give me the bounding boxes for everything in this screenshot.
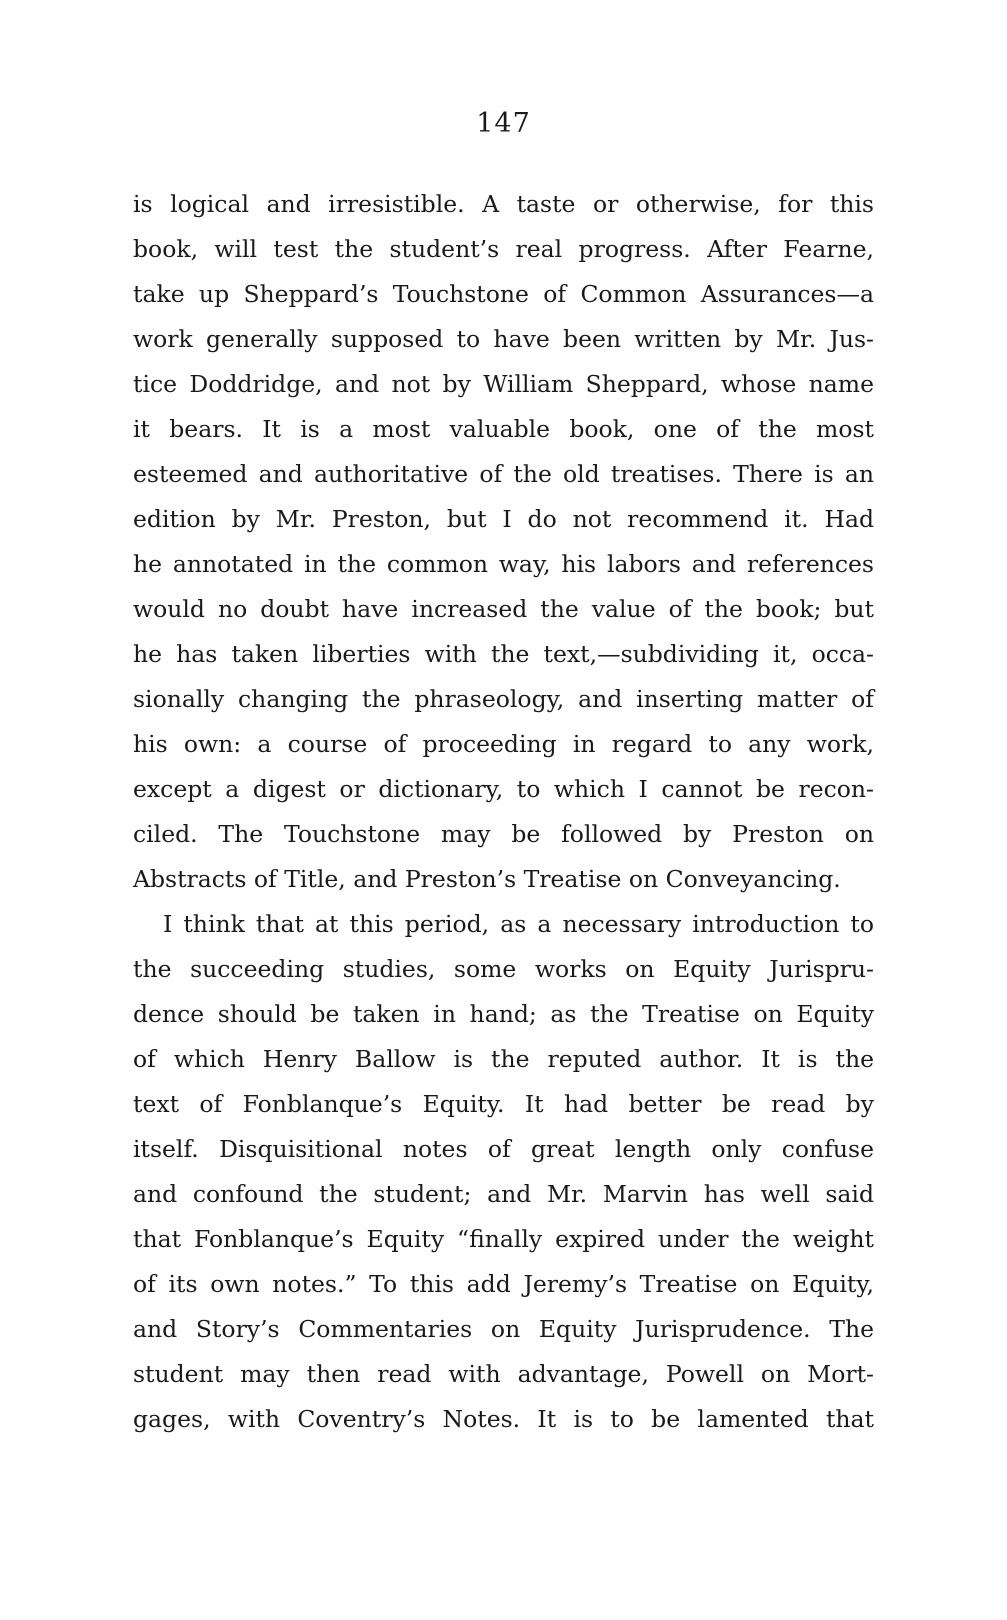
text-line: of which Henry Ballow is the reputed author. It is the — [133, 1045, 874, 1073]
text-line: the succeeding studies, some works on Equity Jurispru- — [133, 955, 874, 983]
text-line: and confound the student; and Mr. Marvin has well said — [133, 1180, 874, 1208]
text-line: he has taken liberties with the text,—subdividing it, occa- — [133, 640, 874, 668]
text-line: gages, with Coventry’s Notes. It is to be lamented that — [133, 1405, 874, 1433]
paragraph-end-line: Abstracts of Title, and Preston’s Treatise on Conveyancing. — [133, 865, 841, 893]
text-line: that Fonblanque’s Equity “finally expired under the weight — [133, 1225, 874, 1253]
text-line: tice Doddridge, and not by William Sheppard, whose name — [133, 370, 874, 398]
text-line: and Story’s Commentaries on Equity Jurisprudence. The — [133, 1315, 874, 1343]
text-line: of its own notes.” To this add Jeremy’s Treatise on Equity, — [133, 1270, 874, 1298]
text-line: his own: a course of proceeding in regard to any work, — [133, 730, 874, 758]
text-line: edition by Mr. Preston, but I do not recommend it. Had — [133, 505, 874, 533]
text-line: would no doubt have increased the value of the book; but — [133, 595, 874, 623]
text-line: work generally supposed to have been written by Mr. Jus- — [133, 325, 874, 353]
text-line: ciled. The Touchstone may be followed by Preston on — [133, 820, 874, 848]
text-line: it bears. It is a most valuable book, one of the most — [133, 415, 874, 443]
body-text — [133, 182, 874, 1442]
text-line: take up Sheppard’s Touchstone of Common Assurances—a — [133, 280, 874, 308]
page-number: 147 — [476, 108, 531, 139]
text-line: he annotated in the common way, his labors and references — [133, 550, 874, 578]
text-line: sionally changing the phraseology, and inserting matter of — [133, 685, 874, 713]
text-line: esteemed and authoritative of the old treatises. There is an — [133, 460, 874, 488]
paragraph-first-line: I think that at this period, as a necessary introduction to — [163, 910, 874, 938]
text-line: itself. Disquisitional notes of great length only confuse — [133, 1135, 874, 1163]
text-line: dence should be taken in hand; as the Treatise on Equity — [133, 1000, 874, 1028]
text-line: except a digest or dictionary, to which I cannot be recon- — [133, 775, 874, 803]
text-line: student may then read with advantage, Powell on Mort- — [133, 1360, 874, 1388]
text-line: is logical and irresistible. A taste or otherwise, for this — [133, 190, 874, 218]
text-line: text of Fonblanque’s Equity. It had better be read by — [133, 1090, 874, 1118]
text-line: book, will test the student’s real progress. After Fearne, — [133, 235, 874, 263]
